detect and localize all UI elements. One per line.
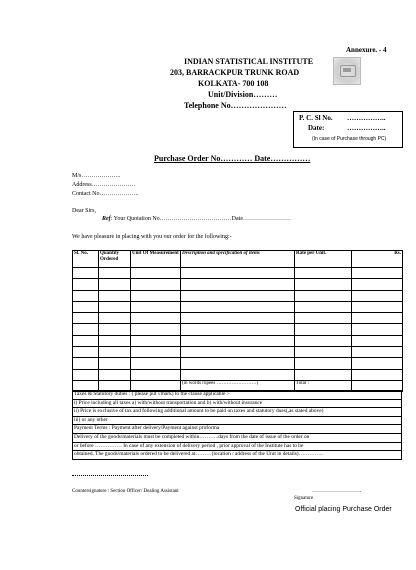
col-quantity: Quantity Ordered [99,251,131,268]
terms-row [73,425,402,434]
ref-label: Ref [102,216,111,222]
signature-label: Signature [294,496,314,501]
table-row [73,313,403,324]
terms-price-inclusive: i) Price including all taxes a) with/without transportation and b) with/without insurance [73,399,402,408]
items-table [72,250,403,392]
terms-other: iii) or any other [73,416,402,425]
pc-sl-value: …………….. [347,114,386,122]
pc-date-label: Date: [308,124,325,132]
ref-text: : Your Quotation No………………………………Date…………………… [110,216,292,222]
terms-row [73,416,402,425]
table-row [73,301,403,312]
table-row [73,335,403,346]
terms-row [73,391,402,400]
recipient-ms: M/s……………….. [72,173,121,179]
terms-row [73,399,402,408]
terms-delivery-1: Delivery of the goods/materials must be completed within………..days from the date of issue of the order on [73,433,402,442]
po-title: Purchase Order No………… Date…………… [154,154,311,163]
col-rs: Rs. [352,251,403,268]
seal-emblem-mark [343,68,351,72]
words-rupees: (in words rupees ……………………) [181,380,295,391]
col-rate: Rate per Unit. [295,251,352,268]
table-row [73,324,403,335]
terms-row [73,442,402,451]
recipient-contact: Contact No……………….. [72,191,139,197]
terms-taxes: Taxes & Statutory duties : ( please put √mark) to the clause applicable :- [73,391,402,400]
table-row [73,279,403,290]
salutation: Dear Sirs, [72,208,96,214]
table-row [73,290,403,301]
terms-table [72,390,402,460]
institute-address-line2: KOLKATA- 700 108 [198,79,269,88]
total-label: Total : [295,380,352,391]
institute-name: INDIAN STATISTICAL INSTITUTE [184,57,314,66]
terms-delivery-2: or before …………… In case of any extension of delivery period , prior approval of the Institute has to be [73,442,402,451]
annexure-label: Annexure. - 4 [346,46,387,54]
reference-line [102,216,291,222]
countersign-dotted-line [72,475,148,476]
pc-date-value: …………….. [347,124,386,132]
items-header-row [73,251,403,268]
terms-delivery-3: obtained. The goods/materials ordered to be delivered at………(location / address of the Unit in details)………….. [73,451,402,460]
terms-row [73,451,402,460]
terms-price-exclusive: ii) Price is exclusive of tax and following additional amount to be paid on taxes and statutory dues(,as stated above) [73,408,402,417]
terms-payment: Payment Terms : Payment after delivery/Payment against proforma [73,425,402,434]
table-row [73,347,403,358]
countersignature-label: Countersignature : Section Officer/ Dealing Assistant [72,489,179,494]
recipient-address: Address…………………. [72,182,136,188]
institute-address-line1: 203, BARRACKPUR TRUNK ROAD [170,68,300,77]
table-row [73,358,403,369]
institute-seal [333,57,361,85]
signature-dots: ……………………. [312,488,362,494]
unit-division: Unit/Division……… [208,90,278,99]
pc-box [293,111,403,148]
col-description: Description and specification of items [181,251,295,268]
official-placing-label: Official placing Purchase Order [295,506,392,513]
terms-row [73,408,402,417]
table-row [73,369,403,380]
table-row [73,268,403,279]
col-sl-no: Sl. No. [73,251,99,268]
telephone-number: Telephone No………………… [184,101,287,110]
col-unit: Unit Of Measurement [131,251,181,268]
pc-sl-label: P. C. Sl No. [299,114,333,122]
terms-row [73,433,402,442]
pc-note: (In case of Purchase through PC) [312,136,387,142]
intro-text: We have pleasure in placing with you our order for the following:- [72,234,232,240]
